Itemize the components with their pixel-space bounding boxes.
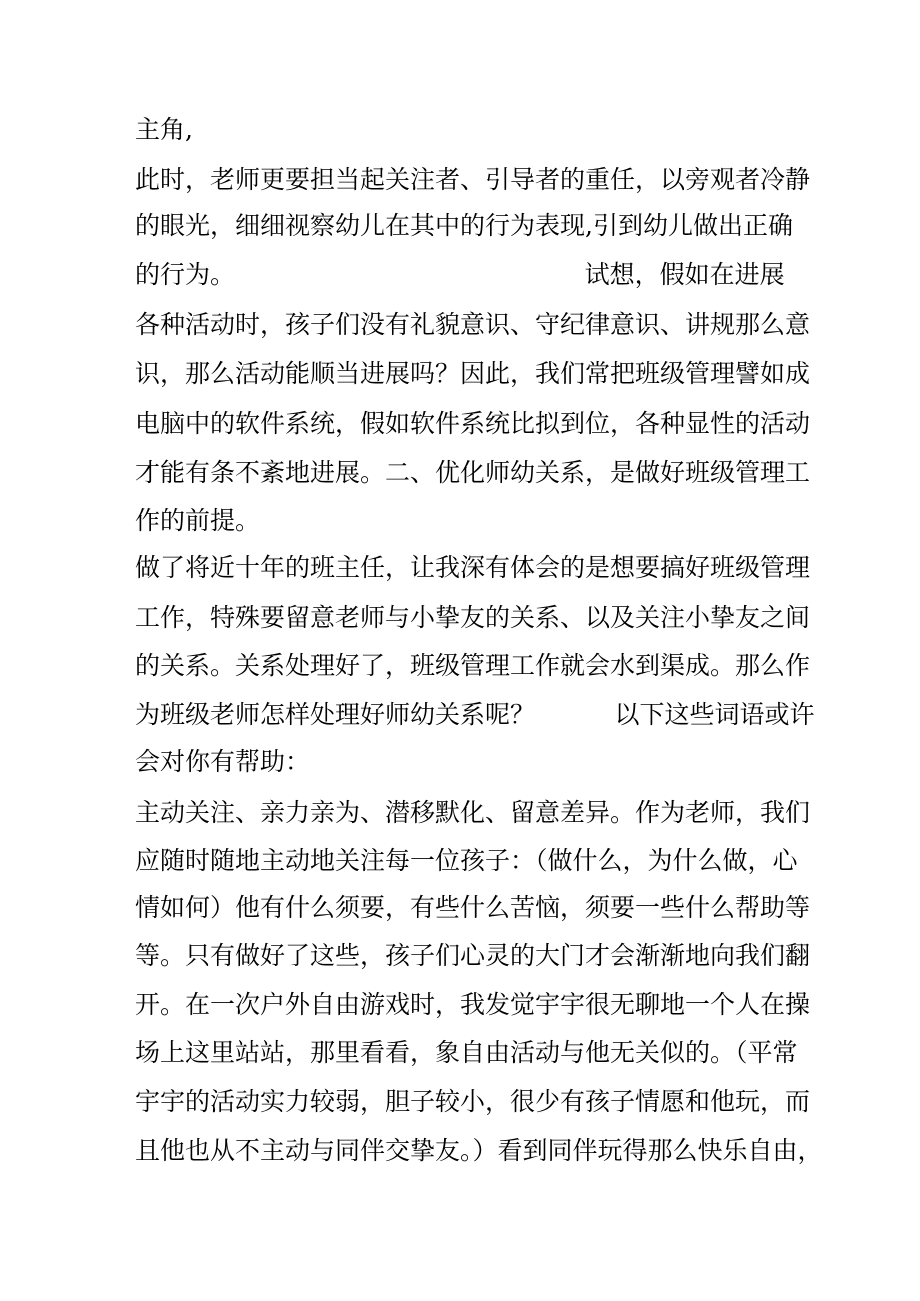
- text-line-8: 才能有条不紊地进展。二、优化师幼关系，是做好班级管理工: [135, 458, 811, 487]
- text-line-13: 为班级老师怎样处理好师幼关系呢？ 以下这些词语或许: [135, 700, 815, 729]
- text-line-19: 开。在一次户外自由游戏时，我发觉宇宇很无聊地一个人在操: [135, 990, 811, 1019]
- text-line-3: 的眼光，细细视察幼儿在其中的行为表现,引到幼儿做出正确: [135, 211, 793, 240]
- text-line-12: 的关系。关系处理好了，班级管理工作就会水到渠成。那么作: [135, 651, 811, 680]
- text-line-17: 情如何）他有什么须要，有些什么苦恼，须要一些什么帮助等: [135, 893, 811, 922]
- text-line-11: 工作，特殊要留意老师与小挚友的关系、以及关注小挚友之间: [135, 603, 811, 632]
- text-line-4: 的行为。 试想，假如在进展: [135, 260, 785, 289]
- text-line-20: 场上这里站站，那里看看，象自由活动与他无关似的。（平常: [135, 1038, 798, 1067]
- text-line-5: 各种活动时，孩子们没有礼貌意识、守纪律意识、讲规那么意: [135, 310, 811, 339]
- text-line-7: 电脑中的软件系统，假如软件系统比拟到位，各种显性的活动: [135, 409, 811, 438]
- text-line-14: 会对你有帮助：: [135, 747, 311, 776]
- text-line-21: 宇宇的活动实力较弱，胆子较小，很少有孩子情愿和他玩，而: [135, 1087, 811, 1116]
- text-line-2: 此时，老师更要担当起关注者、引导者的重任，以旁观者冷静: [135, 165, 811, 194]
- text-line-18: 等。只有做好了这些，孩子们心灵的大门才会渐渐地向我们翻: [135, 941, 811, 970]
- text-line-1: 主角,: [135, 115, 193, 144]
- text-line-6: 识，那么活动能顺当进展吗？因此，我们常把班级管理譬如成: [135, 359, 811, 388]
- text-line-16: 应随时随地主动地关注每一位孩子：（做什么，为什么做，心: [135, 846, 798, 875]
- text-line-10: 做了将近十年的班主任，让我深有体会的是想要搞好班级管理: [135, 553, 811, 582]
- text-line-22: 且他也从不主动与同伴交挚友。）看到同伴玩得那么快乐自由，: [135, 1136, 823, 1165]
- text-line-15: 主动关注、亲力亲为、潜移默化、留意差异。作为老师，我们: [135, 798, 811, 827]
- text-line-9: 作的前提。: [135, 506, 261, 535]
